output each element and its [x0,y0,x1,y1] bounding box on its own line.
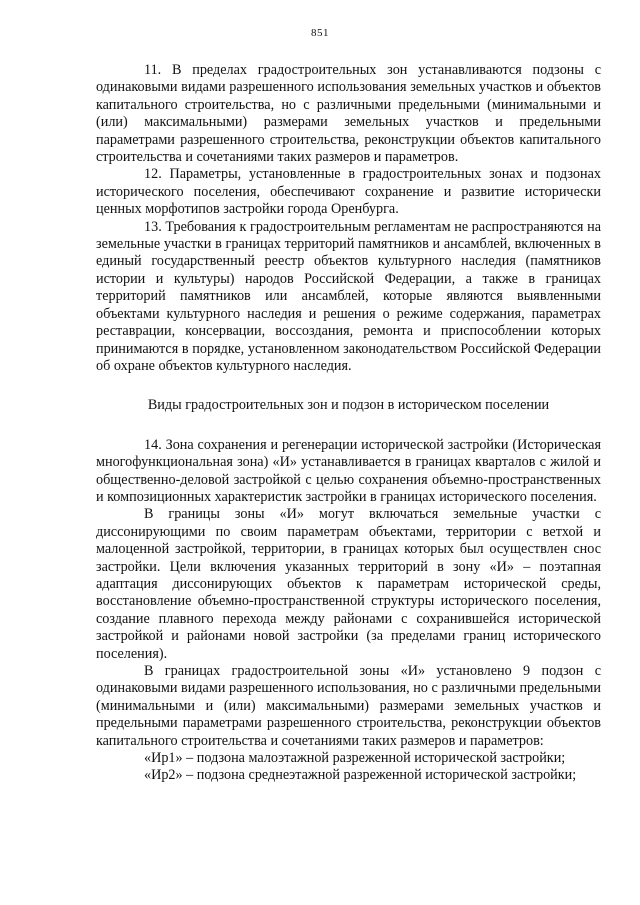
page-number: 851 [311,27,329,39]
section-heading: Виды градостроительных зон и подзон в историческом поселении [147,397,550,414]
paragraph-12: 12. Параметры, установленные в градостроительных зонах и подзонах исторического поселения, обеспечивают сохранение и развитие исторически ценных морфотипов застройки города Оренбурга. [96,166,601,218]
paragraph-subzones-intro: В границах градостроительной зоны «И» установлено 9 подзон с одинаковыми видами разрешенного использования, но с различными предельными (минимальными и (или) максимальными) размерами земельных участков и предельными параметрами разрешенного строительства, реконструкции объектов капитального строительства и сочетаниями таких размеров и параметров: [96,663,601,749]
paragraph-13: 13. Требования к градостроительным регламентам не распространяются на земельные участки в границах территорий памятников и ансамблей, включенных в единый государственный реестр объектов культурного наследия (памятников истории и культуры) народов Российской Федерации, а также в границах территорий памятников или ансамблей, которые являются выявленными объектами культурного наследия и решения о режиме содержания, параметрах реставрации, консервации, воссоздания, ремонта и приспособлении которых принимаются в порядке, установленном законодательством Российской Федерации об охране объектов культурного наследия. [96,218,601,374]
subzone-ir2: «Ир2» – подзона среднеэтажной разреженной исторической застройки; [144,767,577,784]
paragraph-zone-boundaries: В границы зоны «И» могут включаться земельные участки с диссонирующими по своим параметрам объектами, территории с ветхой и малоценной застройкой, территории, в границах которых был осуществлен снос застройки. Цели включения указанных территорий в зону «И» – поэтапная адаптация диссонирующих объектов к параметрам исторической среды, восстановление объемно-пространственной структуры исторического поселения, создание плавного перехода между районами с сохранившейся исторической застройкой и районами новой застройки (за пределами границ исторического поселения). [96,506,601,662]
paragraph-11: 11. В пределах градостроительных зон устанавливаются подзоны с одинаковыми видами разрешенного использования земельных участков и объектов капитального строительства, но с различными предельными (минимальными и (или) максимальными) размерами земельных участков и предельными параметрами разрешенного строительства, реконструкции объектов капитального строительства и сочетаниями таких размеров и параметров. [96,62,601,166]
document-body [96,62,601,785]
subzone-ir1: «Ир1» – подзона малоэтажной разреженной исторической застройки; [144,750,566,767]
paragraph-14: 14. Зона сохранения и регенерации исторической застройки (Историческая многофункциональная зона) «И» устанавливается в границах кварталов с жилой и общественно-деловой застройкой с целью сохранения объемно-пространственных и композиционных характеристик застройки в границах исторического поселения. [96,436,601,505]
